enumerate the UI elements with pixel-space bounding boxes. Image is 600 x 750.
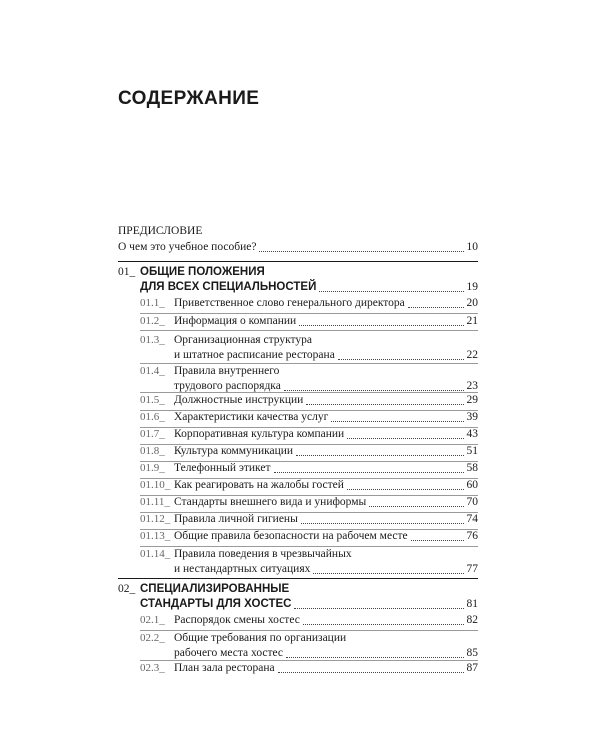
dot-leader	[411, 539, 464, 541]
entry-title: Характеристики качества услуг	[174, 411, 329, 423]
page-number: 85	[466, 647, 478, 659]
section-title-line2: СТАНДАРТЫ ДЛЯ ХОСТЕС	[140, 598, 292, 610]
entry-number: 02.1_	[140, 614, 165, 626]
entry-divider	[140, 330, 478, 331]
page-number: 21	[466, 315, 478, 327]
entry-number: 01.6_	[140, 411, 165, 423]
page-number: 77	[466, 563, 478, 575]
dot-leader	[338, 358, 464, 360]
page-number: 81	[466, 598, 478, 610]
entry-number: 01.7_	[140, 428, 165, 440]
page-number: 22	[466, 349, 478, 361]
toc-entry-preface[interactable]	[118, 240, 478, 255]
page-number: 43	[466, 428, 478, 440]
section-number: 02_	[118, 583, 136, 595]
page-number: 76	[466, 530, 478, 542]
dot-leader	[259, 250, 463, 252]
page-title: СОДЕРЖАНИЕ	[118, 88, 260, 109]
page-number: 51	[466, 445, 478, 457]
entry-title: Общие правила безопасности на рабочем месте	[174, 530, 408, 542]
section-divider	[118, 261, 478, 262]
toc-section-01[interactable]	[118, 265, 478, 297]
entry-number: 01.8_	[140, 445, 165, 457]
dot-leader	[303, 623, 464, 625]
entry-number: 01.13_	[140, 530, 171, 542]
dot-leader	[278, 671, 464, 673]
entry-title-line1: Общие требования по организации	[174, 632, 347, 644]
section-number: 01_	[118, 266, 136, 278]
page-number: 58	[466, 462, 478, 474]
entry-number: 02.2_	[140, 632, 165, 644]
entry-title-line2: рабочего места хостес	[174, 647, 283, 659]
entry-number: 01.5_	[140, 394, 165, 406]
page-number: 82	[466, 614, 478, 626]
entry-title-line2: и штатное расписание ресторана	[174, 349, 335, 361]
entry-number: 01.9_	[140, 462, 165, 474]
section-divider	[118, 578, 478, 579]
page-number: 23	[466, 380, 478, 392]
dot-leader	[313, 572, 463, 574]
toc-entry-01-14[interactable]	[118, 547, 478, 577]
entry-title: Культура коммуникации	[174, 445, 294, 457]
page-number: 39	[466, 411, 478, 423]
entry-number: 01.4_	[140, 365, 165, 377]
dot-leader	[296, 454, 463, 456]
entry-title-line2: и нестандартных ситуациях	[174, 563, 311, 575]
entry-number: 01.3_	[140, 334, 165, 346]
page-number: 29	[466, 394, 478, 406]
page-number: 70	[466, 496, 478, 508]
entry-number: 01.10_	[140, 479, 171, 491]
entry-title-line2: трудового распорядка	[174, 380, 281, 392]
page-number: 74	[466, 513, 478, 525]
page-number: 60	[466, 479, 478, 491]
entry-title-line1: Правила поведения в чрезвычайных	[174, 548, 352, 560]
entry-number: 01.1_	[140, 297, 165, 309]
entry-title: Корпоративная культура компании	[174, 428, 345, 440]
section-title-line1: ОБЩИЕ ПОЛОЖЕНИЯ	[140, 266, 265, 278]
entry-number: 02.3_	[140, 662, 165, 674]
page-number: 10	[466, 241, 478, 253]
entry-number: 01.2_	[140, 315, 165, 327]
entry-title: Правила личной гигиены	[174, 513, 298, 525]
page-number: 20	[466, 297, 478, 309]
section-title-line2: ДЛЯ ВСЕХ СПЕЦИАЛЬНОСТЕЙ	[140, 281, 317, 293]
entry-title: Стандарты внешнего вида и униформы	[174, 496, 367, 508]
entry-title: Распорядок смены хостес	[174, 614, 300, 626]
dot-leader	[301, 522, 464, 524]
page-number: 19	[466, 281, 478, 293]
dot-leader	[408, 306, 464, 308]
entry-title: Приветственное слово генерального директора	[174, 297, 405, 309]
toc-entry-01-3[interactable]	[118, 333, 478, 363]
section-title-line1: СПЕЦИАЛИЗИРОВАННЫЕ	[140, 583, 290, 595]
entry-number: 01.14_	[140, 548, 171, 560]
dot-leader	[369, 505, 463, 507]
dot-leader	[319, 290, 463, 292]
dot-leader	[331, 420, 463, 422]
page-number: 87	[466, 662, 478, 674]
entry-title: Как реагировать на жалобы гостей	[174, 479, 344, 491]
dot-leader	[286, 656, 464, 658]
entry-title: Телефонный этикет	[174, 462, 271, 474]
dot-leader	[284, 389, 464, 391]
toc-entry-01-4[interactable]	[118, 364, 478, 394]
entry-number: 01.11_	[140, 496, 170, 508]
entry-title: Информация о компании	[174, 315, 297, 327]
dot-leader	[294, 607, 463, 609]
toc-section-02[interactable]	[118, 582, 478, 614]
preface-heading: ПРЕДИСЛОВИЕ	[118, 225, 203, 237]
toc-entry-02-2[interactable]	[118, 631, 478, 661]
entry-number: 01.12_	[140, 513, 171, 525]
entry-title-line1: Организационная структура	[174, 334, 312, 346]
entry-title: Должностные инструкции	[174, 394, 304, 406]
entry-title: О чем это учебное пособие?	[118, 241, 257, 253]
dot-leader	[347, 488, 464, 490]
entry-title: План зала ресторана	[174, 662, 275, 674]
dot-leader	[347, 437, 463, 439]
dot-leader	[299, 324, 463, 326]
entry-title-line1: Правила внутреннего	[174, 365, 280, 377]
dot-leader	[306, 403, 463, 405]
dot-leader	[274, 471, 464, 473]
